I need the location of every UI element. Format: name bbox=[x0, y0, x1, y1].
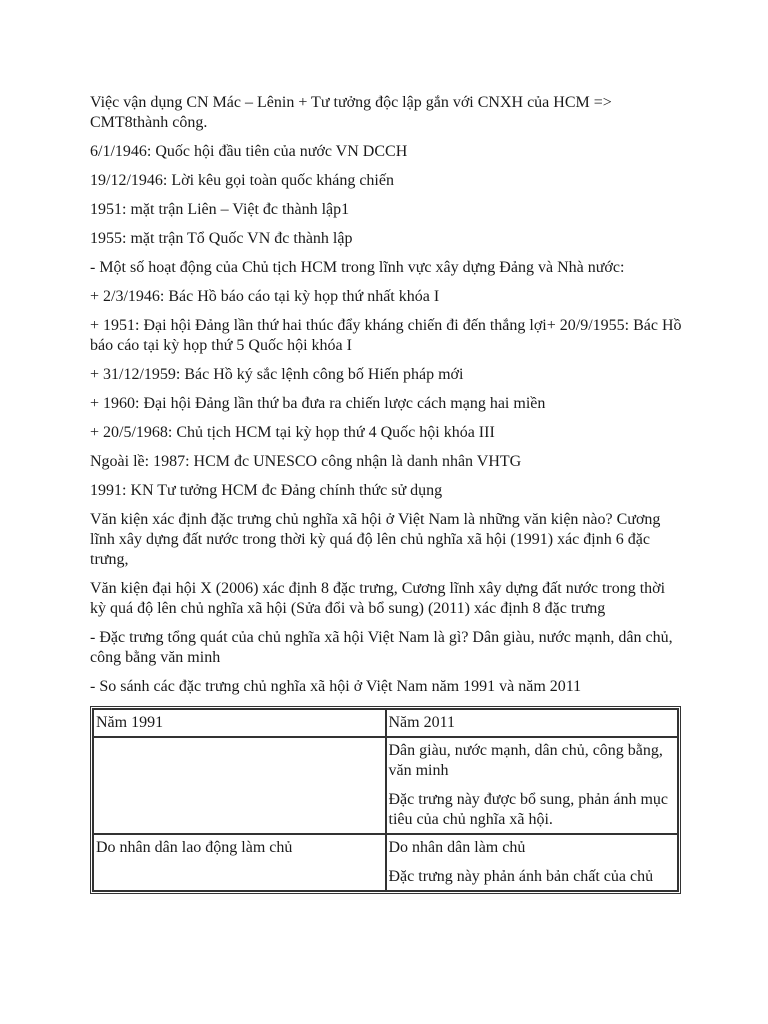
table-row bbox=[93, 737, 678, 834]
document-page bbox=[90, 93, 682, 894]
paragraph-dac-trung-tong-quat: - Đặc trưng tổng quát của chủ nghĩa xã hội Việt Nam là gì? Dân giàu, nước mạnh, dân chủ, công bằng văn minh bbox=[90, 629, 673, 666]
table-cell-1991 bbox=[93, 737, 386, 834]
table-cell-2011 bbox=[386, 737, 679, 834]
paragraph-so-sanh: - So sánh các đặc trưng chủ nghĩa xã hội ở Việt Nam năm 1991 và năm 2011 bbox=[90, 678, 582, 695]
cell-text: Do nhân dân lao động làm chủ bbox=[96, 839, 293, 856]
cell-text: Do nhân dân làm chủ bbox=[388, 839, 526, 856]
table-header-row bbox=[93, 709, 678, 737]
paragraph-1946-bao-cao: + 2/3/1946: Bác Hồ báo cáo tại kỳ họp thứ nhất khóa I bbox=[90, 288, 440, 305]
cell-note: Đặc trưng này phản ánh bản chất của chủ bbox=[388, 868, 654, 885]
paragraph-hoat-dong-heading: - Một số hoạt động của Chủ tịch HCM trong lĩnh vực xây dựng Đảng và Nhà nước: bbox=[90, 259, 625, 276]
cell-text: Dân giàu, nước mạnh, dân chủ, công bằng, văn minh bbox=[388, 742, 663, 779]
paragraph-van-kien-question: Văn kiện xác định đặc trưng chủ nghĩa xã hội ở Việt Nam là những văn kiện nào? Cương lĩnh xây dựng đất nước trong thời kỳ quá độ lên chủ nghĩa xã hội (1991) xác định 6 đặc trưng, bbox=[90, 511, 661, 568]
paragraph-mat-tran-to-quoc: 1955: mặt trận Tổ Quốc VN đc thành lập bbox=[90, 230, 353, 247]
cell-note: Đặc trưng này được bổ sung, phản ánh mục tiêu của chủ nghĩa xã hội. bbox=[388, 791, 669, 828]
table-header-2011: Năm 2011 bbox=[386, 709, 679, 737]
paragraph-1991-tu-tuong: 1991: KN Tư tưởng HCM đc Đảng chính thức sử dụng bbox=[90, 482, 443, 499]
paragraph-1951-dai-hoi: + 1951: Đại hội Đảng lần thứ hai thúc đẩy kháng chiến đi đến thắng lợi+ 20/9/1955: Bác Hồ báo cáo tại kỳ họp thứ 5 Quốc hội khóa I bbox=[90, 317, 682, 354]
paragraph-1959-hien-phap: + 31/12/1959: Bác Hồ ký sắc lệnh công bố Hiến pháp mới bbox=[90, 366, 464, 383]
table-cell-1991 bbox=[93, 834, 386, 891]
paragraph-1960-dai-hoi: + 1960: Đại hội Đảng lần thứ ba đưa ra chiến lược cách mạng hai miền bbox=[90, 395, 546, 412]
paragraph-khang-chien-1946: 19/12/1946: Lời kêu gọi toàn quốc kháng chiến bbox=[90, 172, 394, 189]
paragraph-1968-quoc-hoi: + 20/5/1968: Chủ tịch HCM tại kỳ họp thứ 4 Quốc hội khóa III bbox=[90, 424, 495, 441]
paragraph-mat-tran-lien-viet: 1951: mặt trận Liên – Việt đc thành lập1 bbox=[90, 201, 350, 218]
table-cell-2011 bbox=[386, 834, 679, 891]
paragraph-unesco: Ngoài lề: 1987: HCM đc UNESCO công nhận là danh nhân VHTG bbox=[90, 453, 522, 470]
table-row bbox=[93, 834, 678, 891]
paragraph-van-kien-dai-hoi-x: Văn kiện đại hội X (2006) xác định 8 đặc trưng, Cương lĩnh xây dựng đất nước trong thời kỳ quá độ lên chủ nghĩa xã hội (Sửa đổi và bổ sung) (2011) xác định 8 đặc trưng bbox=[90, 580, 666, 617]
table-header-1991: Năm 1991 bbox=[93, 709, 386, 737]
paragraph-cmt8: Việc vận dụng CN Mác – Lênin + Tư tưởng độc lập gắn với CNXH của HCM => CMT8thành công. bbox=[90, 94, 612, 131]
comparison-table bbox=[90, 706, 681, 894]
paragraph-quoc-hoi-1946: 6/1/1946: Quốc hội đầu tiên của nước VN DCCH bbox=[90, 143, 408, 160]
